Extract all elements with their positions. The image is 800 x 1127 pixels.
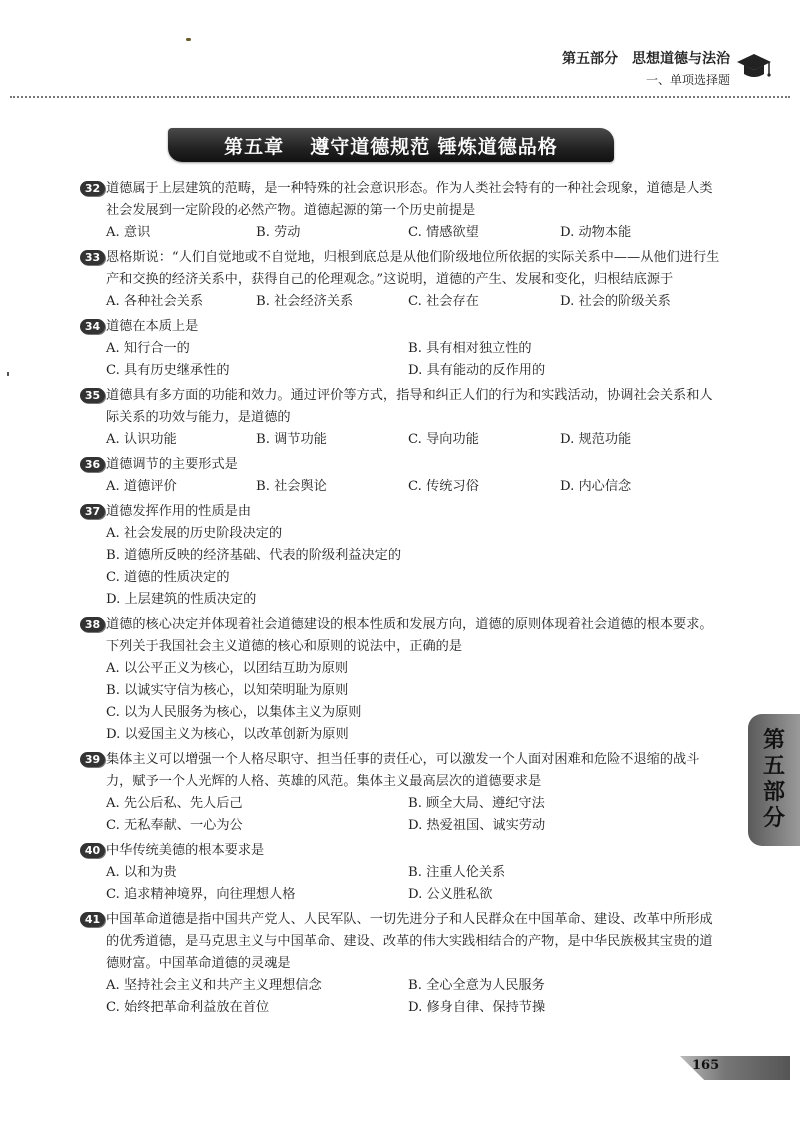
part-title: 第五部分 思想道德与法治 bbox=[562, 51, 730, 67]
answer-option: D. 具有能动的反作用的 bbox=[408, 363, 546, 378]
side-tab-char: 第 bbox=[762, 728, 785, 753]
answer-option: B. 具有相对独立性的 bbox=[408, 341, 532, 356]
answer-option: A. 先公后私、先人后己 bbox=[106, 796, 243, 811]
question-stem-line bbox=[84, 178, 724, 222]
answer-option: C. 情感欲望 bbox=[408, 225, 479, 240]
answer-option: A. 以和为贵 bbox=[106, 865, 177, 880]
question-stem-line bbox=[84, 454, 724, 476]
question-number-badge: 34 bbox=[80, 319, 105, 334]
question-item bbox=[84, 454, 724, 498]
part-side-tab bbox=[748, 714, 800, 846]
question-item bbox=[84, 247, 724, 313]
answer-option: B. 全心全意为人民服务 bbox=[408, 978, 545, 993]
answer-option: D. 热爱祖国、诚实劳动 bbox=[408, 818, 546, 833]
question-stem: 道德属于上层建筑的范畴，是一种特殊的社会意识形态。作为人类社会特有的一种社会现象，道德是人类社会发展到一定阶段的必然产物。道德起源的第一个历史前提是 bbox=[106, 181, 713, 218]
question-stem: 集体主义可以增强一个人格尽职守、担当任事的责任心，可以激发一个人面对困难和危险不退缩的战斗力，赋予一个人光辉的人格、英雄的风范。集体主义最高层次的道德要求是 bbox=[106, 752, 700, 789]
option-group bbox=[84, 793, 724, 837]
question-stem-line bbox=[84, 501, 724, 523]
answer-option: B. 顾全大局、遵纪守法 bbox=[408, 796, 545, 811]
question-stem: 道德调节的主要形式是 bbox=[106, 457, 238, 472]
scan-mark bbox=[7, 372, 9, 376]
option-group bbox=[84, 429, 724, 451]
answer-option: C. 传统习俗 bbox=[408, 479, 479, 494]
question-stem: 恩格斯说：“人们自觉地或不自觉地，归根到底总是从他们阶级地位所依据的实际关系中——从他们进行生产和交换的经济关系中，获得自己的伦理观念。”这说明，道德的产生、发展和变化，归根结底源于 bbox=[106, 250, 720, 287]
question-stem: 道德在本质上是 bbox=[106, 319, 199, 334]
answer-option: D. 动物本能 bbox=[560, 225, 632, 240]
answer-option: D. 公义胜私欲 bbox=[408, 887, 493, 902]
question-number-badge: 33 bbox=[80, 250, 105, 265]
answer-option: C. 导向功能 bbox=[408, 432, 479, 447]
question-stem: 道德具有多方面的功能和效力。通过评价等方式，指导和纠正人们的行为和实践活动，协调社会关系和人际关系的功效与能力，是道德的 bbox=[106, 388, 713, 425]
question-stem-line bbox=[84, 385, 724, 429]
question-stem: 中华传统美德的根本要求是 bbox=[106, 843, 265, 858]
question-list bbox=[84, 178, 724, 1022]
option-group bbox=[84, 658, 724, 746]
question-number-badge: 37 bbox=[80, 504, 105, 519]
question-item bbox=[84, 178, 724, 244]
question-item bbox=[84, 385, 724, 451]
answer-option: D. 以爱国主义为核心，以改革创新为原则 bbox=[106, 727, 349, 742]
answer-option: C. 道德的性质决定的 bbox=[106, 570, 230, 585]
answer-option: D. 社会的阶级关系 bbox=[560, 294, 671, 309]
answer-option: C. 追求精神境界，向往理想人格 bbox=[106, 887, 296, 902]
question-number-badge: 36 bbox=[80, 457, 105, 472]
chapter-title: 遵守道德规范 锤炼道德品格 bbox=[310, 135, 558, 158]
option-group bbox=[84, 338, 724, 382]
page-header bbox=[562, 48, 730, 88]
side-tab-char: 分 bbox=[762, 806, 785, 831]
question-number-badge: 40 bbox=[80, 843, 105, 858]
answer-option: A. 道德评价 bbox=[106, 479, 177, 494]
answer-option: B. 调节功能 bbox=[256, 432, 327, 447]
side-tab-char: 部 bbox=[762, 780, 785, 805]
answer-option: B. 劳动 bbox=[256, 225, 301, 240]
answer-option: B. 社会经济关系 bbox=[256, 294, 354, 309]
answer-option: D. 修身自律、保持节操 bbox=[408, 1000, 546, 1015]
graduation-cap-icon bbox=[736, 50, 772, 82]
question-number-badge: 39 bbox=[80, 752, 105, 767]
answer-option: D. 内心信念 bbox=[560, 479, 632, 494]
side-tab-char: 五 bbox=[762, 754, 785, 779]
question-stem-line bbox=[84, 840, 724, 862]
answer-option: A. 各种社会关系 bbox=[106, 294, 204, 309]
question-stem-line bbox=[84, 749, 724, 793]
answer-option: C. 社会存在 bbox=[408, 294, 479, 309]
option-group bbox=[84, 975, 724, 1019]
question-item bbox=[84, 316, 724, 382]
chapter-number: 第五章 bbox=[224, 135, 285, 158]
answer-option: A. 以公平正义为核心，以团结互助为原则 bbox=[106, 661, 349, 676]
question-item bbox=[84, 909, 724, 1019]
question-stem: 道德发挥作用的性质是由 bbox=[106, 504, 252, 519]
option-group bbox=[84, 523, 724, 611]
section-label: 一、单项选择题 bbox=[645, 73, 730, 87]
answer-option: A. 社会发展的历史阶段决定的 bbox=[106, 526, 283, 541]
answer-option: D. 规范功能 bbox=[560, 432, 632, 447]
answer-option: B. 注重人伦关系 bbox=[408, 865, 506, 880]
option-group bbox=[84, 291, 724, 313]
question-number-badge: 41 bbox=[80, 912, 105, 927]
option-group bbox=[84, 476, 724, 498]
page-number: 165 bbox=[692, 1058, 720, 1073]
option-group bbox=[84, 222, 724, 244]
question-number-badge: 32 bbox=[80, 181, 105, 196]
question-stem-line bbox=[84, 247, 724, 291]
answer-option: C. 始终把革命利益放在首位 bbox=[106, 1000, 270, 1015]
answer-option: C. 以为人民服务为核心，以集体主义为原则 bbox=[106, 705, 362, 720]
answer-option: A. 认识功能 bbox=[106, 432, 177, 447]
chapter-banner bbox=[168, 128, 614, 162]
question-stem: 道德的核心决定并体现着社会道德建设的根本性质和发展方向，道德的原则体现着社会道德的根本要求。下列关于我国社会主义道德的核心和原则的说法中，正确的是 bbox=[106, 617, 713, 654]
answer-option: A. 意识 bbox=[106, 225, 151, 240]
answer-option: A. 知行合一的 bbox=[106, 341, 190, 356]
question-stem-line bbox=[84, 909, 724, 975]
question-item bbox=[84, 501, 724, 611]
question-item bbox=[84, 840, 724, 906]
scan-speck bbox=[186, 38, 191, 41]
answer-option: B. 道德所反映的经济基础、代表的阶级利益决定的 bbox=[106, 548, 402, 563]
question-number-badge: 38 bbox=[80, 617, 105, 632]
question-stem-line bbox=[84, 614, 724, 658]
question-number-badge: 35 bbox=[80, 388, 105, 403]
header-divider bbox=[10, 96, 790, 98]
answer-option: B. 社会舆论 bbox=[256, 479, 327, 494]
answer-option: A. 坚持社会主义和共产主义理想信念 bbox=[106, 978, 322, 993]
answer-option: D. 上层建筑的性质决定的 bbox=[106, 592, 257, 607]
option-group bbox=[84, 862, 724, 906]
question-stem-line bbox=[84, 316, 724, 338]
answer-option: C. 无私奉献、一心为公 bbox=[106, 818, 243, 833]
answer-option: B. 以诚实守信为核心，以知荣明耻为原则 bbox=[106, 683, 349, 698]
question-item bbox=[84, 614, 724, 746]
question-stem: 中国革命道德是指中国共产党人、人民军队、一切先进分子和人民群众在中国革命、建设、改革中所形成的优秀道德，是马克思主义与中国革命、建设、改革的伟大实践相结合的产物，是中华民族极其宝贵的道德财富。中国革命道德的灵魂是 bbox=[106, 912, 713, 971]
question-item bbox=[84, 749, 724, 837]
answer-option: C. 具有历史继承性的 bbox=[106, 363, 230, 378]
